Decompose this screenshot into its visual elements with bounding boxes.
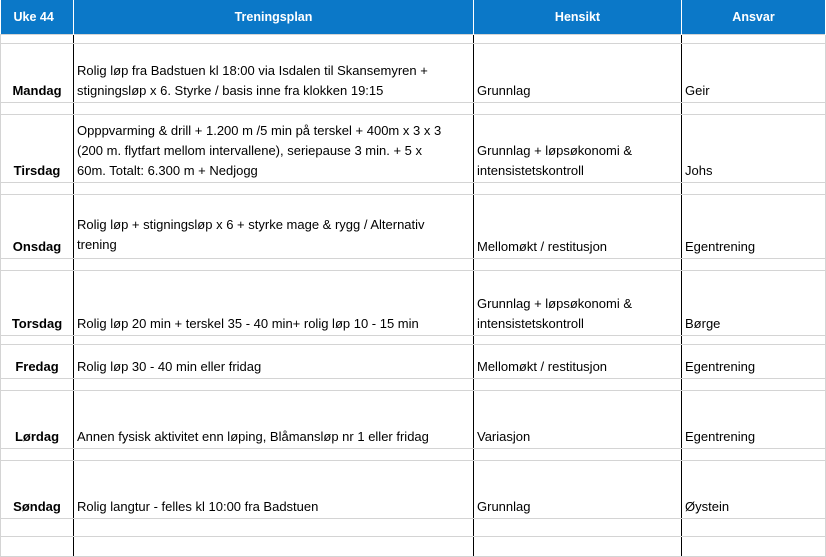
cell[interactable]	[74, 35, 474, 44]
responsible-cell[interactable]: Egentrening	[682, 195, 826, 259]
cell[interactable]	[74, 519, 474, 537]
responsible-cell[interactable]: Egentrening	[682, 345, 826, 379]
cell[interactable]	[1, 259, 74, 271]
header-plan[interactable]: Treningsplan	[74, 0, 474, 35]
purpose-cell[interactable]: Variasjon	[474, 391, 682, 449]
cell[interactable]	[682, 183, 826, 195]
responsible-cell[interactable]: Geir	[682, 44, 826, 103]
table-row	[1, 345, 826, 379]
day-cell[interactable]: Torsdag	[1, 271, 74, 336]
spacer-row	[1, 336, 826, 345]
plan-cell[interactable]: Rolig løp fra Badstuen kl 18:00 via Isdalen til Skansemyren + stigningsløp x 6. Styrke / basis inne fra klokken 19:15	[74, 44, 474, 103]
cell[interactable]	[474, 103, 682, 115]
cell[interactable]	[1, 35, 74, 44]
plan-cell[interactable]: Rolig langtur - felles kl 10:00 fra Badstuen	[74, 461, 474, 519]
header-row	[1, 0, 826, 35]
cell[interactable]	[682, 519, 826, 537]
table-row	[1, 44, 826, 103]
plan-cell[interactable]: Annen fysisk aktivitet enn løping, Blåmansløp nr 1 eller fridag	[74, 391, 474, 449]
cell[interactable]	[474, 519, 682, 537]
spacer-row	[1, 449, 826, 461]
purpose-cell[interactable]: Mellomøkt / restitusjon	[474, 195, 682, 259]
header-purpose[interactable]: Hensikt	[474, 0, 682, 35]
cell[interactable]	[1, 183, 74, 195]
cell[interactable]	[474, 183, 682, 195]
table-row	[1, 391, 826, 449]
purpose-cell[interactable]: Mellomøkt / restitusjon	[474, 345, 682, 379]
cell[interactable]	[474, 449, 682, 461]
plan-cell[interactable]: Rolig løp 20 min + terskel 35 - 40 min+ rolig løp 10 - 15 min	[74, 271, 474, 336]
responsible-cell[interactable]: Øystein	[682, 461, 826, 519]
day-cell[interactable]: Onsdag	[1, 195, 74, 259]
cell[interactable]	[1, 379, 74, 391]
responsible-cell[interactable]: Børge	[682, 271, 826, 336]
purpose-cell[interactable]: Grunnlag + løpsøkonomi & intensistetskontroll	[474, 115, 682, 183]
cell[interactable]	[74, 259, 474, 271]
day-cell[interactable]: Mandag	[1, 44, 74, 103]
cell[interactable]	[1, 449, 74, 461]
cell[interactable]	[474, 259, 682, 271]
cell[interactable]	[1, 103, 74, 115]
cell[interactable]	[682, 35, 826, 44]
day-cell[interactable]: Søndag	[1, 461, 74, 519]
cell[interactable]	[74, 183, 474, 195]
cell[interactable]	[74, 379, 474, 391]
spacer-row	[1, 379, 826, 391]
cell[interactable]	[1, 537, 74, 557]
table-row	[1, 461, 826, 519]
cell[interactable]	[1, 519, 74, 537]
responsible-cell[interactable]: Egentrening	[682, 391, 826, 449]
purpose-cell[interactable]: Grunnlag	[474, 461, 682, 519]
cell[interactable]	[682, 259, 826, 271]
cell[interactable]	[74, 537, 474, 557]
cell[interactable]	[474, 336, 682, 345]
day-cell[interactable]: Fredag	[1, 345, 74, 379]
cell[interactable]	[474, 379, 682, 391]
header-week[interactable]: Uke 44	[1, 0, 74, 35]
plan-cell[interactable]: Opppvarming & drill + 1.200 m /5 min på terskel + 400m x 3 x 3 (200 m. flytfart mellom intervallene), seriepause 3 min. + 5 x 60m. Totalt: 6.300 m + Nedjogg	[74, 115, 474, 183]
cell[interactable]	[682, 537, 826, 557]
cell[interactable]	[474, 35, 682, 44]
table-row	[1, 195, 826, 259]
purpose-cell[interactable]: Grunnlag + løpsøkonomi & intensistetskontroll	[474, 271, 682, 336]
table-row	[1, 115, 826, 183]
plan-cell[interactable]: Rolig løp + stigningsløp x 6 + styrke mage & rygg / Alternativ trening	[74, 195, 474, 259]
header-responsible[interactable]: Ansvar	[682, 0, 826, 35]
spacer-row	[1, 35, 826, 44]
cell[interactable]	[74, 449, 474, 461]
cell[interactable]	[682, 103, 826, 115]
spacer-row	[1, 259, 826, 271]
spacer-row	[1, 103, 826, 115]
plan-cell[interactable]: Rolig løp 30 - 40 min eller fridag	[74, 345, 474, 379]
cell[interactable]	[74, 103, 474, 115]
table-row	[1, 271, 826, 336]
day-cell[interactable]: Tirsdag	[1, 115, 74, 183]
spacer-row	[1, 537, 826, 557]
responsible-cell[interactable]: Johs	[682, 115, 826, 183]
purpose-cell[interactable]: Grunnlag	[474, 44, 682, 103]
day-cell[interactable]: Lørdag	[1, 391, 74, 449]
spacer-row	[1, 183, 826, 195]
cell[interactable]	[682, 336, 826, 345]
cell[interactable]	[474, 537, 682, 557]
cell[interactable]	[74, 336, 474, 345]
spacer-row	[1, 519, 826, 537]
cell[interactable]	[682, 449, 826, 461]
cell[interactable]	[1, 336, 74, 345]
cell[interactable]	[682, 379, 826, 391]
